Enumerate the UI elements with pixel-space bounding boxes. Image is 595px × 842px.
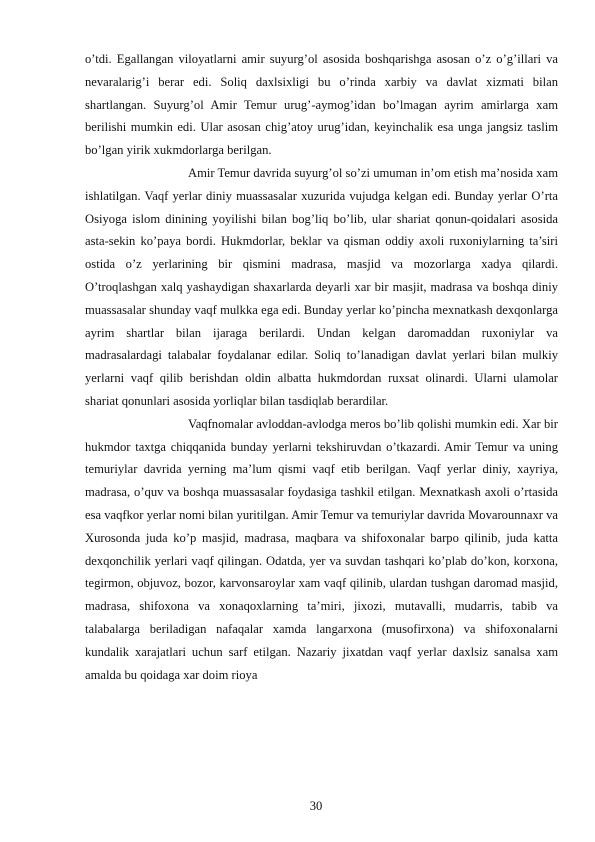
- page-number: 30: [309, 799, 323, 813]
- document-page: [85, 48, 558, 686]
- paragraph-vaqf-lands: Amir Temur davrida suyurg’ol so’zi umuman in’om etish ma’nosida xam ishlatilgan. Vaqf yerlar diniy muassasalar xuzurida vujudga kelgan edi. Bunday yerlar O’rta Osiyoga islom dinining yoyilishi bilan bog’liq bo’lib, ular shariat qonun-qoidalari asosida asta-sekin ko’paya bordi. Hukmdorlar, beklar va qisman oddiy axoli ruxoniylarning ta’siri ostida o’z yerlarining bir qismini madrasa, masjid va mozorlarga xadya qilardi. O’troqlashgan xalq yashaydigan shaxarlarda deyarli xar bir masjit, madrasa va boshqa diniy muassasalar shunday vaqf mulkka ega edi. Bunday yerlar ko’pincha mexnatkash dexqonlarga ayrim shartlar bilan ijaraga berilardi. Undan kelgan daromaddan ruxoniylar va madrasalardagi talabalar foydalanar edilar. Soliq to’lanadigan davlat yerlari bilan mulkiy yerlarni vaqf qilib berishdan oldin albatta hukmdordan ruxsat olinardi. Ularni ulamolar shariat qonunlari asosida yorliqlar bilan tasdiqlab berardilar.: [85, 165, 558, 408]
- paragraph-vaqfnomalar: Vaqfnomalar avloddan-avlodga meros bo’lib qolishi mumkin edi. Xar bir hukmdor taxtga chiqqanida bunday yerlarni tekshiruvdan o’tkazardi. Amir Temur va uning temuriylar davrida yerning ma’lum qismi vaqf etib berilgan. Vaqf yerlar diniy, xayriya, madrasa, o’quv va boshqa muassasalar foydasiga tashkil etilgan. Mexnatkash axoli o’rtasida esa vaqfkor yerlar nomi bilan yuritilgan. Amir Temur va temuriylar davrida Movarounnaxr va Xurosonda juda ko’p masjid, madrasa, maqbara va shifoxonalar barpo qilinib, juda katta dexqonchilik yerlari vaqf qilingan. Odatda, yer va suvdan tashqari ko’plab do’kon, korxona, tegirmon, objuvoz, bozor, karvonsaroylar xam vaqf qilinib, ulardan tushgan daromad masjid, madrasa, shifoxona va xonaqoxlarning ta’miri, jixozi, mutavalli, mudarris, tabib va talabalarga beriladigan nafaqalar xamda langarxona (musofirxona) va shifoxonalarni kundalik xarajatlari uchun sarf etilgan. Nazariy jixatdan vaqf yerlar daxlsiz sanalsa xam amalda bu qoidaga xar doim rioya: [85, 416, 558, 682]
- paragraph-suyurgol-intro: o’tdi. Egallangan viloyatlarni amir suyurg’ol asosida boshqarishga asosan o’z o’g’illari va nevaralarig’i berar edi. Soliq daxlsixligi bu o’rinda xarbiy va davlat xizmati bilan shartlangan. Suyurg’ol Amir Temur urug’-aymog’idan bo’lmagan ayrim amirlarga xam berilishi mumkin edi. Ular asosan chig’atoy urug’idan, keyinchalik esa unga jangsiz taslim bo’lgan yirik xukmdorlarga berilgan.: [85, 52, 558, 158]
